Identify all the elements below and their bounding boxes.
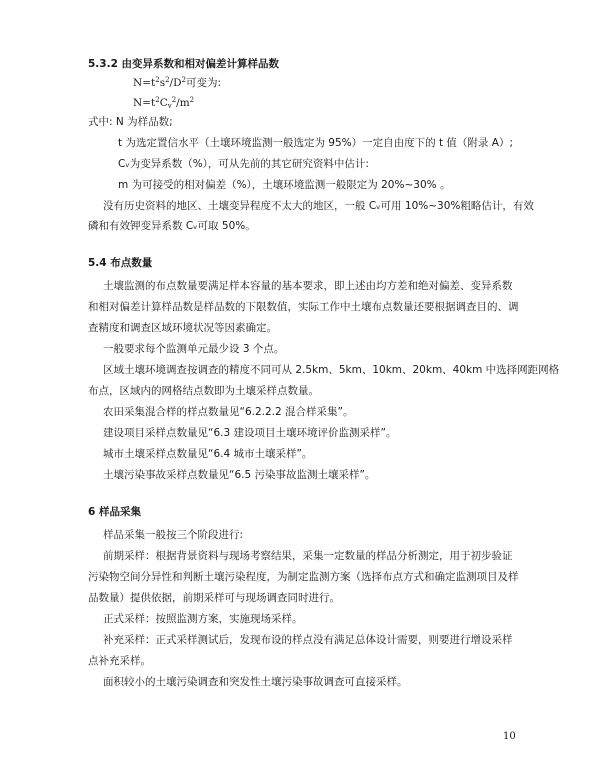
paragraph-line: 土壤监测的布点数量要满足样本容量的基本要求，即上述由均方差和绝对偏差、变异系数 xyxy=(103,280,513,292)
paragraph-line: 一般要求每个监测单元最少设 3 个点。 xyxy=(103,343,285,355)
section-heading-6: 6 样品采集 xyxy=(88,506,141,518)
formula-2: $N=t^2C_v^2/m^2$ xyxy=(133,96,195,110)
paragraph-line: 面积较小的土壤污染调查和突发性土壤污染事故调查可直接采样。 xyxy=(103,676,408,688)
section-heading-5-4: 5.4 布点数量 xyxy=(88,257,153,269)
paragraph-line: 补充采样：正式采样测试后，发现布设的样点没有满足总体设计需要，则要进行增设采样 xyxy=(103,634,513,646)
paragraph-line: 查精度和调查区域环境状况等因素确定。 xyxy=(88,322,277,334)
paragraph-line: 污染物空间分异性和判断土壤污染程度，为制定监测方案（选择布点方式和确定监测项目及样 xyxy=(88,571,519,583)
paragraph-line: 磷和有效钾变异系数 Cᵥ可取 50%。 xyxy=(88,220,256,232)
paragraph-line: 正式采样：按照监测方案，实施现场采样。 xyxy=(103,613,303,625)
formula-1: $N=t^2s^2/D^2$可变为: xyxy=(133,76,222,89)
paragraph-line: 区域土壤环境调查按调查的精度不同可从 2.5km、5km、10km、20km、40km 中选择网距网格 xyxy=(103,364,560,376)
paragraph-line: 没有历史资料的地区、土壤变异程度不太大的地区，一般 Cᵥ可用 10%~30%粗略估计，有效 xyxy=(103,200,534,212)
paragraph-line: 土壤污染事故采样点数量见“6.5 污染事故监测土壤采样”。 xyxy=(103,469,376,481)
paragraph-line: 布点，区域内的网格结点数即为土壤采样点数量。 xyxy=(88,385,319,397)
paragraph-line: 点补充采样。 xyxy=(88,655,151,667)
t-definition: t 为选定置信水平（土壤环境监测一般选定为 95%）一定自由度下的 t 值（附录 A）; xyxy=(118,137,513,149)
paragraph-line: 样品采集一般按三个阶段进行: xyxy=(103,529,244,541)
m-definition: m 为可接受的相对偏差（%），土壤环境监测一般限定为 20%~30% 。 xyxy=(118,179,451,191)
cv-definition: Cᵥ为变异系数（%），可从先前的其它研究资料中估计: xyxy=(118,158,369,170)
section-heading-5-3-2: 5.3.2 由变异系数和相对偏差计算样品数 xyxy=(88,58,280,70)
paragraph-line: 品数量）提供依据，前期采样可与现场调查同时进行。 xyxy=(88,592,340,604)
paragraph-line: 建设项目采样点数量见“6.3 建设项目土壤环境评价监测采样”。 xyxy=(103,427,397,439)
paragraph-line: 城市土壤采样点数量见“6.4 城市土壤采样”。 xyxy=(103,448,313,460)
paragraph-line: 前期采样：根据背景资料与现场考察结果，采集一定数量的样品分析测定，用于初步验证 xyxy=(103,550,513,562)
page-number: 10 xyxy=(503,731,516,742)
paragraph-line: 农田采集混合样的样点数量见“6.2.2.2 混合样采集”。 xyxy=(103,406,354,418)
paragraph-line: 和相对偏差计算样品数是样品数的下限数值，实际工作中土壤布点数量还要根据调查目的、调 xyxy=(88,301,519,313)
where-clause: 式中: N 为样品数; xyxy=(88,116,173,128)
